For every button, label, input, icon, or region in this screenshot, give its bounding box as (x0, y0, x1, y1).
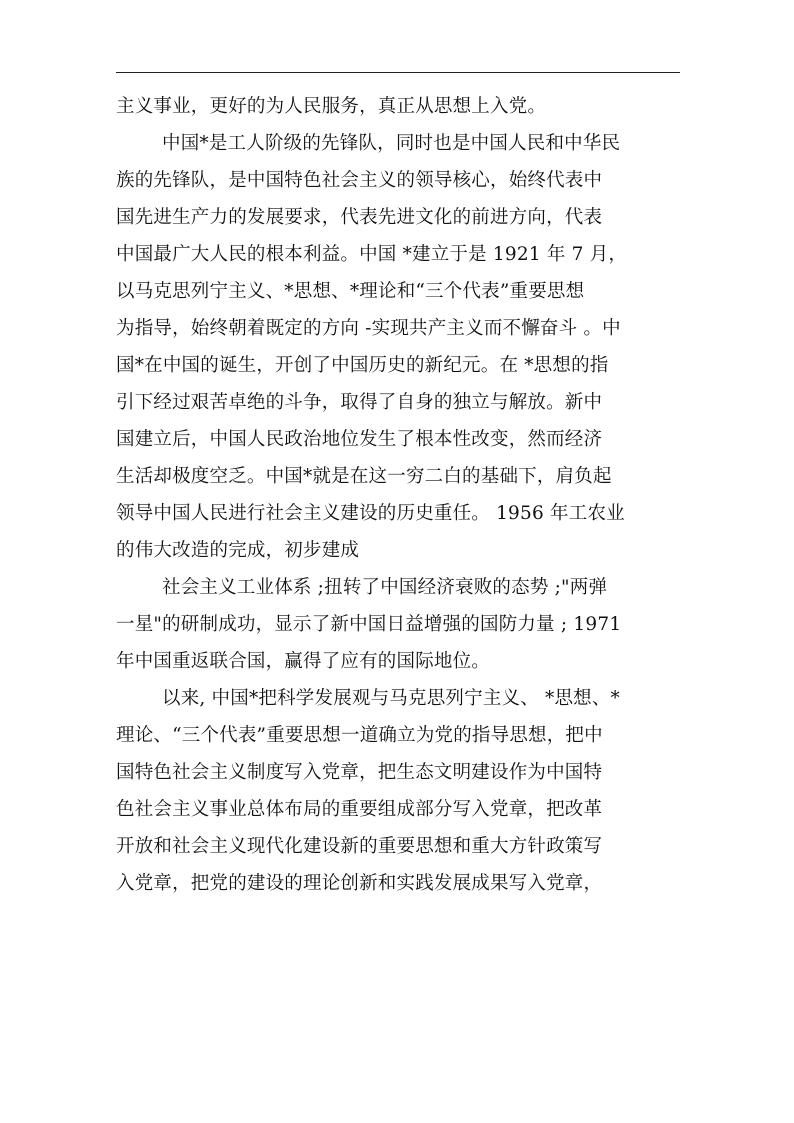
text-line-first: 以来, 中国*把科学发展观与马克思列宁主义、 *思想、* (162, 688, 620, 709)
paragraph-4 (116, 680, 682, 902)
text-line: 引下经过艰苦卓绝的斗争，取得了自身的独立与解放。新中 (116, 392, 603, 413)
text-line: 色社会主义事业总体布局的重要组成部分写入党章，把改革 (116, 799, 603, 820)
text-line: 开放和社会主义现代化建设新的重要思想和重大方针政策写 (116, 836, 603, 857)
text-line: 领导中国人民进行社会主义建设的历史重任。 1956 年工农业 (116, 503, 625, 524)
text-line: 国先进生产力的发展要求，代表先进文化的前进方向，代表 (116, 207, 603, 228)
paragraph-1 (116, 88, 682, 125)
text-line: 入党章，把党的建设的理论创新和实践发展成果写入党章， (116, 873, 603, 894)
text-line: 年中国重返联合国，赢得了应有的国际地位。 (116, 651, 491, 672)
text-line-first: 中国*是工人阶级的先锋队，同时也是中国人民和中华民 (162, 133, 621, 154)
text-line: 的伟大改造的完成，初步建成 (116, 540, 360, 561)
paragraph-2 (116, 125, 682, 569)
header-rule (116, 72, 680, 73)
text-line: 为指导，始终朝着既定的方向 -实现共产主义而不懈奋斗 。中 (116, 318, 621, 339)
text-line: 以马克思列宁主义、*思想、*理论和“三个代表”重要思想 (116, 281, 585, 302)
text-line-first: 社会主义工业体系 ;扭转了中国经济衰败的态势 ;"两弹 (162, 577, 608, 598)
text-line: 国*在中国的诞生，开创了中国历史的新纪元。在 *思想的指 (116, 355, 609, 376)
text-line: 国特色社会主义制度写入党章，把生态文明建设作为中国特 (116, 762, 603, 783)
document-body (116, 88, 682, 902)
text-line: 族的先锋队，是中国特色社会主义的领导核心，始终代表中 (116, 170, 603, 191)
text-line: 中国最广大人民的根本利益。中国 *建立于是 1921 年 7 月， (116, 244, 628, 265)
text-line: 主义事业，更好的为人民服务，真正从思想上入党。 (116, 96, 547, 117)
text-line: 一星"的研制成功，显示了新中国日益增强的国防力量 ; 1971 (116, 614, 622, 635)
text-line: 理论、“三个代表”重要思想一道确立为党的指导思想，把中 (116, 725, 603, 746)
text-line: 生活却极度空乏。中国*就是在这一穷二白的基础下，肩负起 (116, 466, 612, 487)
paragraph-3 (116, 569, 682, 680)
text-line: 国建立后，中国人民政治地位发生了根本性改变，然而经济 (116, 429, 603, 450)
